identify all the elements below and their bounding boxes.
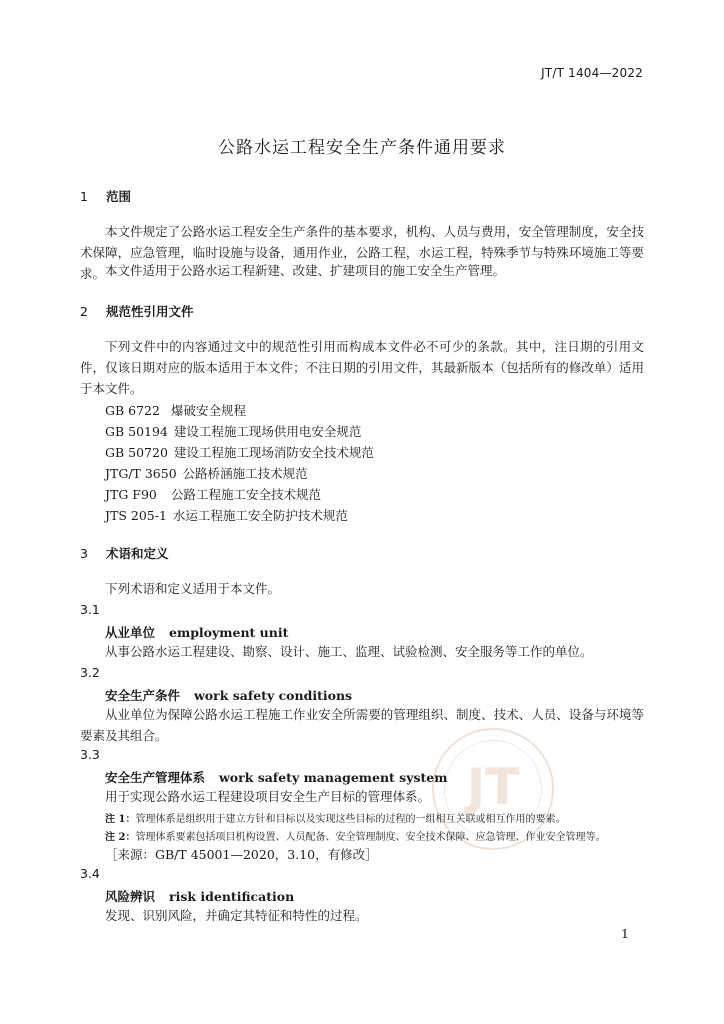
term-definition: 发现、识别风险，并确定其特征和特性的过程。 — [105, 908, 368, 923]
reference-item — [105, 464, 308, 482]
term-source: ［来源：GB/T 45001—2020，3.10，有修改］ — [105, 847, 378, 862]
section-title: 规范性引用文件 — [106, 304, 194, 319]
term-note-1 — [105, 810, 565, 825]
terms-intro: 下列术语和定义适用于本文件。 — [105, 581, 281, 596]
term-note-2 — [105, 828, 605, 843]
page-number: 1 — [621, 926, 629, 941]
reference-code: JTS 205-1 — [105, 508, 167, 523]
reference-item — [105, 443, 374, 461]
term-english: risk identification — [169, 889, 295, 904]
section-title: 范围 — [106, 189, 132, 204]
reference-code: GB 50194 — [105, 424, 168, 439]
term-english: employment unit — [169, 625, 289, 640]
term-heading — [105, 686, 352, 704]
clause-number: 3.3 — [80, 747, 100, 762]
reference-item — [105, 401, 246, 419]
term-heading — [105, 768, 447, 786]
section-number: 3 — [80, 546, 88, 561]
reference-name: 公路工程施工安全技术规范 — [171, 487, 322, 502]
term-english: work safety conditions — [194, 688, 353, 703]
clause-number: 3.2 — [80, 665, 100, 680]
term-heading — [105, 887, 294, 905]
note-text: 管理体系要素包括项目机构设置、人员配备、安全管理制度、安全技术保障、应急管理、作业安全管理等。 — [135, 832, 606, 843]
reference-code: GB 6722 — [105, 403, 160, 418]
watermark-text: JT — [466, 758, 520, 816]
clause-number: 3.1 — [80, 602, 100, 617]
term-heading — [105, 623, 288, 641]
reference-item — [105, 506, 348, 524]
term-chinese: 风险辨识 — [105, 889, 156, 904]
standard-number: JT/T 1404—2022 — [541, 66, 643, 80]
reference-code: JTG/T 3650 — [105, 466, 177, 481]
reference-code: JTG F90 — [105, 487, 157, 502]
reference-name: 建设工程施工现场供用电安全规范 — [173, 424, 362, 439]
term-definition: 用于实现公路水运工程建设项目安全生产目标的管理体系。 — [105, 789, 431, 804]
section-heading-terms-and-definitions — [80, 544, 169, 562]
reference-name: 建设工程施工现场消防安全技术规范 — [173, 445, 374, 460]
section-number: 2 — [80, 304, 88, 319]
note-label: 注 1： — [105, 814, 136, 825]
term-chinese: 安全生产条件 — [105, 688, 181, 703]
reference-name: 水运工程施工安全防护技术规范 — [172, 508, 348, 523]
term-definition: 从事公路水运工程建设、勘察、设计、施工、监理、试验检测、安全服务等工作的单位。 — [105, 644, 593, 659]
term-chinese: 从业单位 — [105, 625, 156, 640]
scope-paragraph-2: 本文件适用于公路水运工程新建、改建、扩建项目的施工安全生产管理。 — [105, 263, 506, 278]
section-heading-scope — [80, 187, 131, 205]
reference-item — [105, 485, 321, 503]
note-text: 管理体系是组织用于建立方针和目标以及实现这些目标的过程的一组相互关联或相互作用的要素。 — [135, 814, 566, 825]
note-label: 注 2： — [105, 832, 136, 843]
reference-name: 爆破安全规程 — [171, 403, 247, 418]
references-paragraph: 下列文件中的内容通过文中的规范性引用而构成本文件必不可少的条款。其中，注日期的引用文件，仅该日期对应的版本适用于本文件；不注日期的引用文件，其最新版本（包括所有的修改单）适用于本文件。 — [80, 339, 644, 396]
clause-number: 3.4 — [80, 866, 100, 881]
page-title: 公路水运工程安全生产条件通用要求 — [218, 138, 506, 158]
scope-paragraph-1: 本文件规定了公路水运工程安全生产条件的基本要求，机构、人员与费用，安全管理制度，安全技术保障，应急管理，临时设施与设备，通用作业，公路工程，水运工程，特殊季节与特殊环境施工等要求。 — [80, 224, 644, 281]
reference-name: 公路桥涵施工技术规范 — [182, 466, 308, 481]
term-definition: 从业单位为保障公路水运工程施工作业安全所需要的管理组织、制度、技术、人员、设备与环境等要素及其组合。 — [80, 707, 644, 743]
reference-item — [105, 422, 361, 440]
reference-code: GB 50720 — [105, 445, 168, 460]
term-chinese: 安全生产管理体系 — [105, 770, 206, 785]
section-number: 1 — [80, 189, 88, 204]
term-english: work safety management system — [219, 770, 448, 785]
section-heading-normative-references — [80, 302, 194, 320]
section-title: 术语和定义 — [106, 546, 169, 561]
